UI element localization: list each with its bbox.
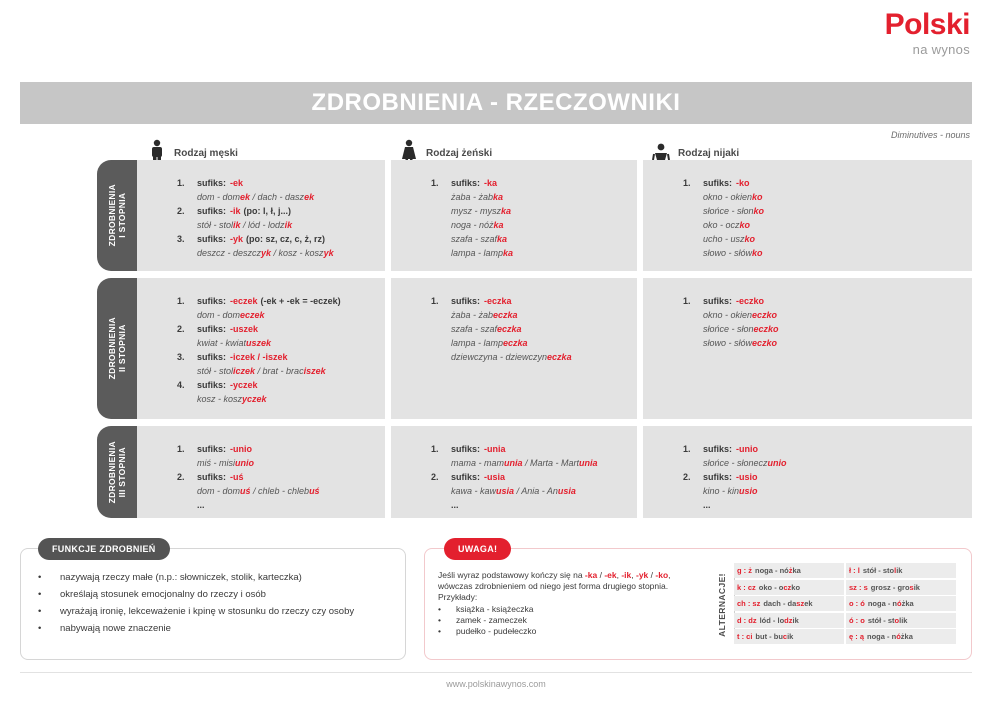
note-separator: , xyxy=(631,570,636,580)
example xyxy=(431,246,625,260)
example-ending: yk xyxy=(323,248,334,258)
suffix-rule xyxy=(683,470,960,484)
example xyxy=(177,484,373,498)
alternation-item xyxy=(846,629,956,644)
cell-neuter-third-degree xyxy=(643,426,972,518)
functions-title: FUNKCJE ZDROBNIEŃ xyxy=(38,538,170,560)
logo xyxy=(885,10,970,57)
row-label-first-degree: ZDROBNIENIA I STOPNIA xyxy=(97,160,137,271)
suffix-rule xyxy=(177,294,373,308)
alternation-item xyxy=(734,580,844,595)
example-ending: usia xyxy=(557,486,576,496)
alternation-pair: ó : o xyxy=(849,615,865,625)
footer-url: www.polskinawynos.com xyxy=(446,679,546,689)
example-ending: eczko xyxy=(752,338,778,348)
example-ending: unio xyxy=(235,458,254,468)
alternation-example xyxy=(759,583,800,592)
suffix-prefix: sufiks: xyxy=(197,178,227,188)
suffix-rule xyxy=(177,378,373,392)
example xyxy=(431,336,625,350)
note-separator: , xyxy=(616,570,622,580)
example-text: okno - okien xyxy=(703,192,753,202)
page-subtitle: Diminutives - nouns xyxy=(890,130,970,140)
title-bar xyxy=(20,82,972,124)
rule-number: 1. xyxy=(683,178,691,188)
example-text: / dach - dasz xyxy=(250,192,305,202)
logo-main: Polski xyxy=(884,8,970,41)
example-ending: ko xyxy=(753,206,765,216)
rule-number: 2. xyxy=(177,472,185,482)
example-text: / brat - brac xyxy=(255,366,304,376)
example-ending: yczek xyxy=(242,394,267,404)
example-text: stół - stol xyxy=(197,220,234,230)
suffix-rule xyxy=(177,176,373,190)
example-ending: eczka xyxy=(503,338,528,348)
note-ending: -ka xyxy=(584,570,598,580)
suffix-ending: -iczek / -iszek xyxy=(230,352,288,362)
suffix-prefix: sufiks: xyxy=(703,178,733,188)
column-label-masculine: Rodzaj męski xyxy=(174,147,238,159)
note-text xyxy=(438,570,708,637)
alternation-text: ka xyxy=(792,566,801,575)
alternation-text: noga xyxy=(867,599,886,608)
ellipsis: ... xyxy=(197,500,205,510)
example xyxy=(431,218,625,232)
example-ending: unia xyxy=(504,458,523,468)
example-ending: unio xyxy=(767,458,787,468)
alternation-item xyxy=(846,563,956,578)
rule-number: 1. xyxy=(683,444,691,454)
alternation-example xyxy=(868,599,914,608)
alternation-pair: ę : ą xyxy=(849,632,865,641)
example-ending: ka xyxy=(497,234,508,244)
example xyxy=(177,392,373,406)
example-ending: iczek xyxy=(233,366,256,376)
example xyxy=(177,308,373,322)
alternation-text: stół xyxy=(867,615,882,625)
rule-number: 1. xyxy=(431,444,439,454)
example-text: lampa - lamp xyxy=(451,338,504,348)
rule-number: 4. xyxy=(177,380,185,390)
alternation-item xyxy=(734,563,844,578)
example xyxy=(431,484,625,498)
example-ending: usio xyxy=(739,486,758,496)
cell-masculine-first-degree xyxy=(137,160,385,271)
ellipsis: ... xyxy=(703,500,711,510)
alternation-example xyxy=(868,616,908,625)
note-examples-label: Przykłady: xyxy=(438,592,478,602)
alternation-text: ko xyxy=(791,582,801,592)
example-text: słońce - słon xyxy=(703,206,754,216)
example-ending: ka xyxy=(493,192,504,202)
suffix-prefix: sufiks: xyxy=(451,472,481,482)
list-item: • nazywają rzeczy małe (n.p.: słowniczek, stolik, karteczka) xyxy=(38,572,398,583)
alternation-pair: sz : s xyxy=(849,582,868,592)
example-ending: ik xyxy=(284,220,293,230)
suffix-ending: -uszek xyxy=(230,324,259,334)
alternation-text: - st xyxy=(881,615,895,625)
example xyxy=(683,322,960,336)
example-text: mama - mam xyxy=(451,458,505,468)
suffix-rule xyxy=(431,176,625,190)
rule-number: 2. xyxy=(431,472,439,482)
rule-number: 1. xyxy=(683,296,691,306)
alternation-changed: s xyxy=(909,582,914,592)
example xyxy=(177,364,373,378)
example-ending: eczko xyxy=(752,310,778,320)
example-ending: eczka xyxy=(547,352,572,362)
alternation-text: oko xyxy=(758,582,773,592)
example-text: słowo - słów xyxy=(703,338,753,348)
note-endings xyxy=(585,570,671,580)
rule-number: 3. xyxy=(177,352,185,362)
example-ending: ko xyxy=(739,220,751,230)
alternation-item xyxy=(846,580,956,595)
alternation-text: ik xyxy=(787,632,794,641)
alternation-example xyxy=(863,566,903,575)
example xyxy=(431,322,625,336)
alternation-item xyxy=(734,596,844,611)
list-item: • zamek - zameczek xyxy=(438,615,708,626)
example-ending: ko xyxy=(744,234,756,244)
example xyxy=(683,218,960,232)
example-ending: eczek xyxy=(240,310,265,320)
alternations-grid xyxy=(734,563,954,644)
alternation-pair: o : ó xyxy=(849,599,865,608)
example xyxy=(177,246,373,260)
example-text: stół - stol xyxy=(197,366,234,376)
note-separator: / xyxy=(648,570,656,580)
suffix-ending: -unio xyxy=(230,444,253,454)
example-ending: iszek xyxy=(303,366,326,376)
example-text: miś - misi xyxy=(197,458,235,468)
example xyxy=(177,336,373,350)
example-text: dom - dom xyxy=(197,486,241,496)
alternation-pair: g : ż xyxy=(737,566,752,575)
suffix-prefix: sufiks: xyxy=(197,234,227,244)
alternation-text: - sto xyxy=(876,566,895,575)
alternation-text: lód xyxy=(759,615,771,625)
example xyxy=(431,204,625,218)
note-ending: -ko xyxy=(655,570,669,580)
suffix-prefix: sufiks: xyxy=(197,380,227,390)
suffix-note: (-ek + -ek = -eczek) xyxy=(260,296,341,306)
example xyxy=(683,484,960,498)
suffix-ending: -yczek xyxy=(230,380,258,390)
example-text: słońce - słon xyxy=(703,324,754,334)
list-item: • wyrażają ironię, lekceważenie i kpinę w stosunku do rzeczy czy osoby xyxy=(38,606,398,617)
note-line-1: Jeśli wyraz podstawowy kończy się na -ka / -ek, -ik, -yk / -ko, xyxy=(438,570,671,580)
alternation-text: - n xyxy=(884,632,897,641)
suffix-rule xyxy=(683,442,960,456)
suffix-prefix: sufiks: xyxy=(197,206,227,216)
suffix-rule xyxy=(177,232,373,246)
example-ending: yk xyxy=(261,248,272,258)
example xyxy=(431,308,625,322)
example xyxy=(683,308,960,322)
alternation-pair: k : cz xyxy=(737,582,756,592)
suffix-prefix: sufiks: xyxy=(703,472,733,482)
alternation-changed: l xyxy=(894,566,897,575)
note-ending: -ik xyxy=(621,570,632,580)
functions-list xyxy=(38,572,398,640)
example-ending: unia xyxy=(579,458,598,468)
example-text: deszcz - deszcz xyxy=(197,248,262,258)
suffix-ending: -usia xyxy=(484,472,506,482)
example-text: ucho - usz xyxy=(703,234,745,244)
example-ending: ek xyxy=(304,192,315,202)
note-line-2: wówczas zdrobnieniem od niego jest forma drugiego stopnia. xyxy=(438,581,669,591)
suffix-ending: -ek xyxy=(230,178,244,188)
example-text: mysz - mysz xyxy=(451,206,501,216)
alternation-example xyxy=(755,632,793,641)
alternation-changed: ó xyxy=(897,599,902,608)
example-ending: eczka xyxy=(493,310,518,320)
suffix-rule xyxy=(177,204,373,218)
suffix-ending: -unia xyxy=(484,444,506,454)
example xyxy=(683,232,960,246)
alternation-pair: d : dz xyxy=(737,615,757,625)
example-text: oko - ocz xyxy=(703,220,740,230)
list-item: • nabywają nowe znaczenie xyxy=(38,623,398,634)
alternation-text: - da xyxy=(780,599,797,608)
suffix-rule xyxy=(431,470,625,484)
example-ending: ek xyxy=(240,192,251,202)
list-item: • książka - książeczka xyxy=(438,604,708,615)
example-ending: usia xyxy=(496,486,515,496)
alternation-item xyxy=(734,629,844,644)
example-ending: ko xyxy=(752,248,763,258)
rule-number: 1. xyxy=(177,178,185,188)
cell-neuter-second-degree xyxy=(643,278,972,419)
alternation-text: dach xyxy=(763,599,781,608)
example xyxy=(683,204,960,218)
cell-feminine-first-degree xyxy=(391,160,637,271)
note-ending: -ek xyxy=(604,570,617,580)
suffix-prefix: sufiks: xyxy=(451,296,481,306)
alternation-changed: ó xyxy=(896,632,901,641)
example xyxy=(177,218,373,232)
suffix-ending: -eczek xyxy=(230,296,258,306)
alternation-item xyxy=(846,613,956,628)
example-text: lampa - lamp xyxy=(451,248,504,258)
example-text: dziewczyna - dziewczyn xyxy=(451,352,548,362)
page-title: ZDROBNIENIA - RZECZOWNIKI xyxy=(311,89,681,116)
suffix-ending: -ko xyxy=(736,178,750,188)
suffix-prefix: sufiks: xyxy=(197,324,227,334)
alternation-changed: ż xyxy=(788,566,793,575)
alternation-text: - nó xyxy=(772,566,789,575)
example-text: żaba - żab xyxy=(451,310,494,320)
example-ending: ka xyxy=(501,206,512,216)
alternation-text: noga xyxy=(867,632,885,641)
note-separator: , xyxy=(668,570,671,580)
cell-feminine-second-degree xyxy=(391,278,637,419)
cell-neuter-first-degree xyxy=(643,160,972,271)
alternation-text: - o xyxy=(772,582,784,592)
list-item: • pudełko - pudełeczko xyxy=(438,626,708,637)
cell-feminine-third-degree xyxy=(391,426,637,518)
suffix-ending: -yk xyxy=(230,234,244,244)
example-text: żaba - żab xyxy=(451,192,494,202)
example xyxy=(431,190,625,204)
alternation-changed: dz xyxy=(784,615,793,625)
example xyxy=(431,232,625,246)
alternation-pair: ł : l xyxy=(849,566,860,575)
example-text: szafa - szaf xyxy=(451,234,498,244)
alternation-text: stół xyxy=(862,566,877,575)
logo-sub: na wynos xyxy=(912,42,970,57)
suffix-prefix: sufiks: xyxy=(703,444,733,454)
alternation-changed: cz xyxy=(783,582,792,592)
suffix-prefix: sufiks: xyxy=(451,444,481,454)
note-ending: -yk xyxy=(636,570,649,580)
example-text: słowo - słów xyxy=(703,248,753,258)
suffix-ending: -usio xyxy=(736,472,758,482)
alternation-text: but xyxy=(755,632,768,641)
alternation-changed: sz xyxy=(796,599,805,608)
list-item: • określają stosunek emocjonalny do rzeczy i osób xyxy=(38,589,398,600)
example xyxy=(177,456,373,470)
alternation-text: ik xyxy=(913,582,920,592)
cell-masculine-third-degree xyxy=(137,426,385,518)
rule-number: 2. xyxy=(177,324,185,334)
suffix-ending: -uś xyxy=(230,472,244,482)
suffix-prefix: sufiks: xyxy=(197,444,227,454)
example-text: kosz - kosz xyxy=(197,394,243,404)
alternation-text: żka xyxy=(901,599,914,608)
note-title: UWAGA! xyxy=(444,538,511,560)
example-ending: ik xyxy=(233,220,241,230)
suffix-rule xyxy=(683,176,960,190)
example-text: / Ania - An xyxy=(514,486,558,496)
suffix-prefix: sufiks: xyxy=(703,296,733,306)
alternations-label: ALTERNACJE! xyxy=(717,573,727,637)
example-ending: uś xyxy=(309,486,320,496)
example-ending: ka xyxy=(503,248,514,258)
rule-number: 1. xyxy=(431,296,439,306)
example xyxy=(683,246,960,260)
alternation-example xyxy=(755,566,801,575)
example-text: dom - dom xyxy=(197,192,241,202)
example-ending: ko xyxy=(752,192,763,202)
suffix-rule xyxy=(177,322,373,336)
rule-number: 1. xyxy=(177,296,185,306)
alternation-text: lik xyxy=(899,615,908,625)
example xyxy=(177,190,373,204)
rule-number: 1. xyxy=(177,444,185,454)
column-label-feminine: Rodzaj żeński xyxy=(426,147,493,159)
example-text: / Marta - Mart xyxy=(522,458,580,468)
example-ending: uś xyxy=(240,486,251,496)
alternation-text: - gro xyxy=(890,582,910,592)
rule-number: 3. xyxy=(177,234,185,244)
example-text: / lód - lodz xyxy=(240,220,285,230)
alternation-text: noga xyxy=(755,566,773,575)
example-text: kino - kin xyxy=(703,486,740,496)
suffix-ending: -ik xyxy=(230,206,241,216)
alternation-item xyxy=(734,613,844,628)
example xyxy=(683,456,960,470)
example-text: kwiat - kwiat xyxy=(197,338,247,348)
example-text: noga - nóż xyxy=(451,220,494,230)
example-text: okno - okien xyxy=(703,310,753,320)
suffix-rule xyxy=(683,294,960,308)
suffix-prefix: sufiks: xyxy=(197,296,227,306)
suffix-rule xyxy=(177,442,373,456)
alternation-changed: c xyxy=(782,632,788,641)
alternation-item xyxy=(846,596,956,611)
suffix-ending: -eczka xyxy=(484,296,512,306)
note-examples xyxy=(438,604,708,637)
example-text: / kosz - kosz xyxy=(271,248,324,258)
example-ending: eczko xyxy=(753,324,779,334)
alternation-text: ik xyxy=(896,566,903,575)
rule-number: 2. xyxy=(683,472,691,482)
rule-number: 2. xyxy=(177,206,185,216)
alternation-text: żka xyxy=(900,632,913,641)
alternation-example xyxy=(871,583,920,592)
column-label-neuter: Rodzaj nijaki xyxy=(678,147,740,159)
row-label-second-degree: ZDROBNIENIA II STOPNIA xyxy=(97,278,137,419)
alternation-example xyxy=(760,616,799,625)
suffix-note: (po: sz, cz, c, ż, rz) xyxy=(246,234,326,244)
alternation-example xyxy=(763,599,812,608)
example-ending: uszek xyxy=(246,338,272,348)
suffix-rule xyxy=(431,442,625,456)
row-label-third-degree: ZDROBNIENIA III STOPNIA xyxy=(97,426,137,518)
suffix-ending: -unio xyxy=(736,444,759,454)
alternation-example xyxy=(867,632,913,641)
suffix-rule xyxy=(177,350,373,364)
ellipsis: ... xyxy=(451,500,459,510)
example xyxy=(683,336,960,350)
alternation-changed: o xyxy=(894,615,900,625)
alternation-pair: ch : sz xyxy=(737,599,761,608)
alternation-text: grosz xyxy=(870,582,891,592)
footer-divider xyxy=(20,672,972,673)
example xyxy=(431,456,625,470)
suffix-note: (po: l, ł, j...) xyxy=(243,206,292,216)
suffix-rule xyxy=(177,470,373,484)
alternation-pair: t : ci xyxy=(737,632,753,641)
alternation-text: ek xyxy=(804,599,813,608)
example-text: słońce - słonecz xyxy=(703,458,768,468)
alternation-text: - lo xyxy=(770,615,785,625)
example-text: szafa - szaf xyxy=(451,324,498,334)
suffix-ending: -eczko xyxy=(736,296,765,306)
example-text: kawa - kaw xyxy=(451,486,497,496)
example-ending: ka xyxy=(493,220,504,230)
rule-number: 1. xyxy=(431,178,439,188)
suffix-prefix: sufiks: xyxy=(197,472,227,482)
suffix-prefix: sufiks: xyxy=(451,178,481,188)
suffix-prefix: sufiks: xyxy=(197,352,227,362)
example xyxy=(683,190,960,204)
example-text: / chleb - chleb xyxy=(250,486,310,496)
cell-masculine-second-degree xyxy=(137,278,385,419)
example xyxy=(431,350,625,364)
alternation-text: ik xyxy=(792,615,799,625)
alternation-text: - n xyxy=(885,599,897,608)
example-ending: eczka xyxy=(497,324,522,334)
note-separator: / xyxy=(597,570,605,580)
example-text: dom - dom xyxy=(197,310,241,320)
suffix-rule xyxy=(431,294,625,308)
alternation-text: - bu xyxy=(767,632,783,641)
suffix-ending: -ka xyxy=(484,178,498,188)
